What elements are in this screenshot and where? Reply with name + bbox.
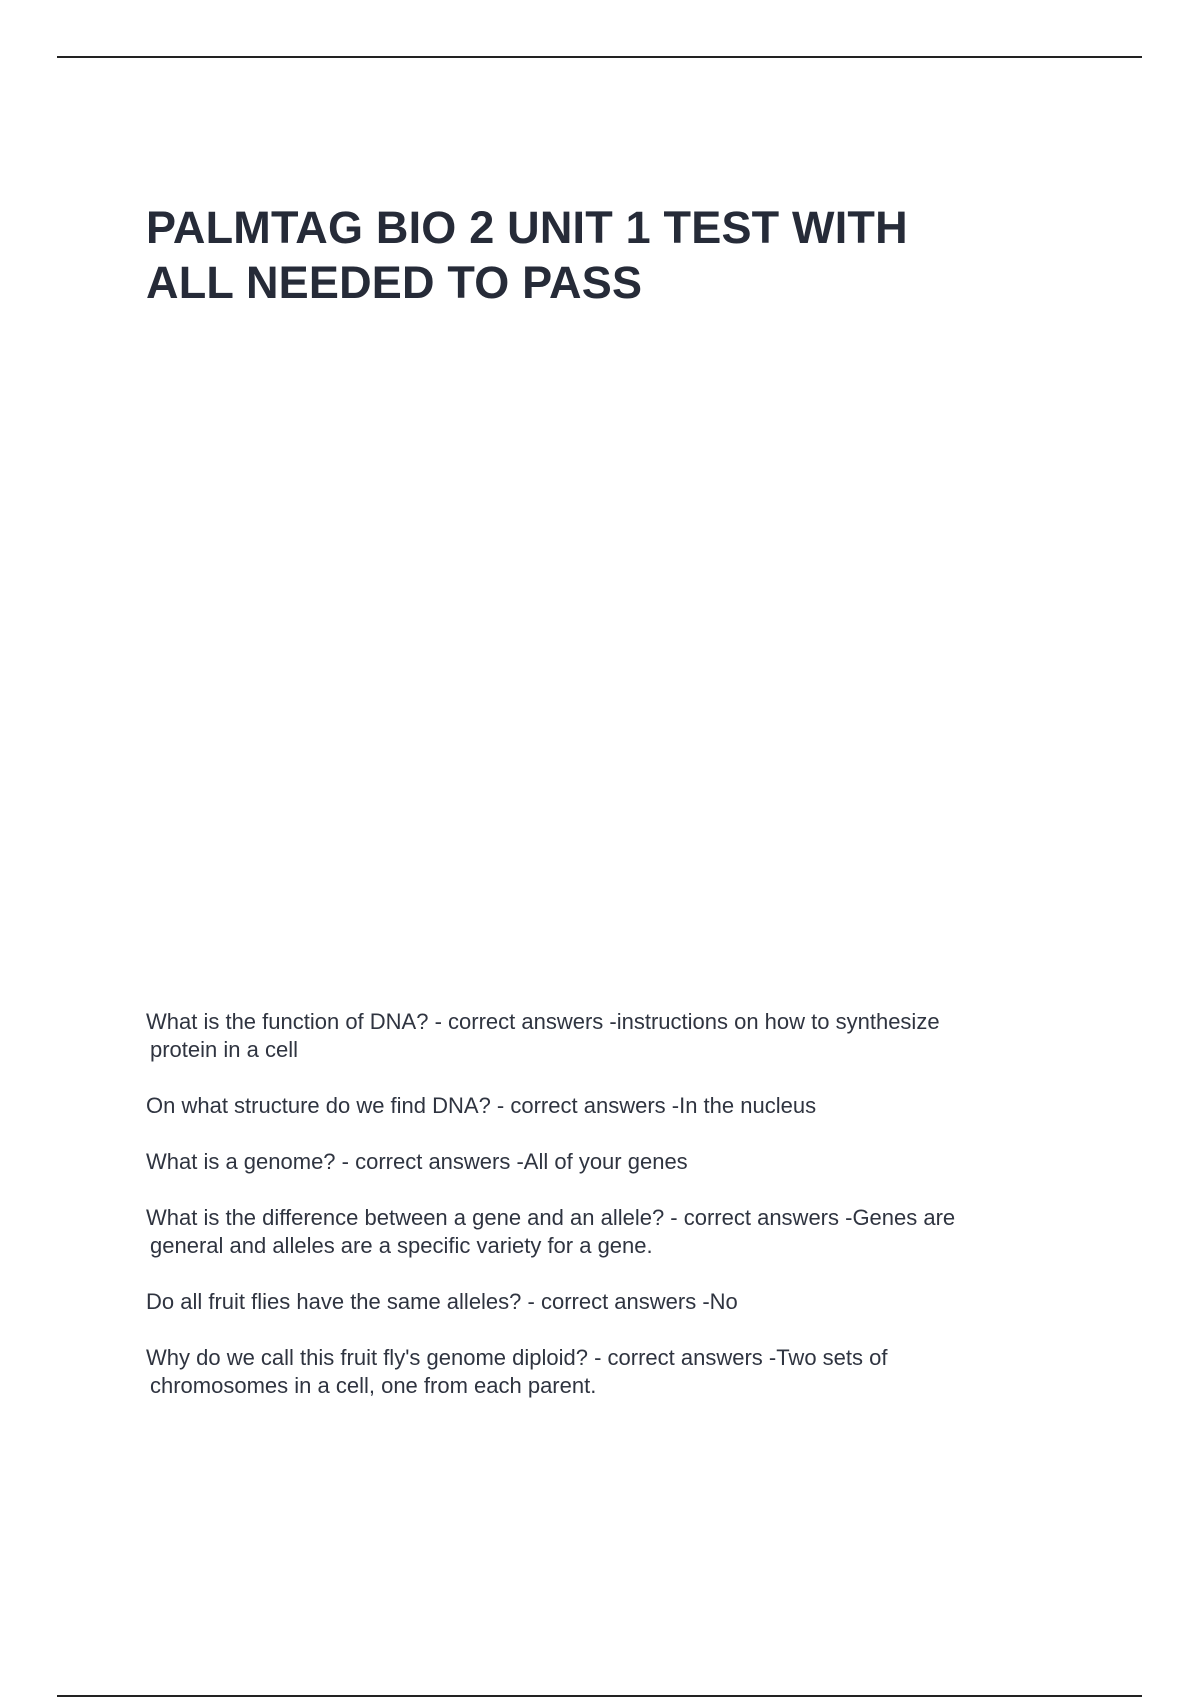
bottom-divider xyxy=(57,1695,1142,1697)
qa-line-continued: protein in a cell xyxy=(150,1037,298,1062)
qa-line: Why do we call this fruit fly's genome diploid? - correct answers -Two sets of xyxy=(146,1345,888,1370)
title-line-1: PALMTAG BIO 2 UNIT 1 TEST WITH xyxy=(146,202,908,253)
qa-item-diploid xyxy=(146,1344,1076,1400)
qa-line: What is the function of DNA? - correct answers -instructions on how to synthesize xyxy=(146,1009,940,1034)
qa-line: Do all fruit flies have the same alleles? - correct answers -No xyxy=(146,1289,738,1314)
qa-line-continued: general and alleles are a specific variety for a gene. xyxy=(150,1233,653,1258)
qa-line: What is the difference between a gene and an allele? - correct answers -Genes are xyxy=(146,1205,956,1230)
qa-item-dna-location xyxy=(146,1092,1076,1120)
qa-line-continued: chromosomes in a cell, one from each parent. xyxy=(150,1373,597,1398)
qa-item-genome xyxy=(146,1148,1076,1176)
qa-item-gene-vs-allele xyxy=(146,1204,1076,1260)
top-divider xyxy=(57,56,1142,58)
question-answer-list xyxy=(146,1008,1076,1428)
qa-line: What is a genome? - correct answers -All of your genes xyxy=(146,1149,688,1174)
qa-item-dna-function xyxy=(146,1008,1076,1064)
qa-item-fruit-fly-alleles xyxy=(146,1288,1076,1316)
title-line-2: ALL NEEDED TO PASS xyxy=(146,257,643,308)
document-title xyxy=(146,200,1046,310)
qa-line: On what structure do we find DNA? - correct answers -In the nucleus xyxy=(146,1093,817,1118)
